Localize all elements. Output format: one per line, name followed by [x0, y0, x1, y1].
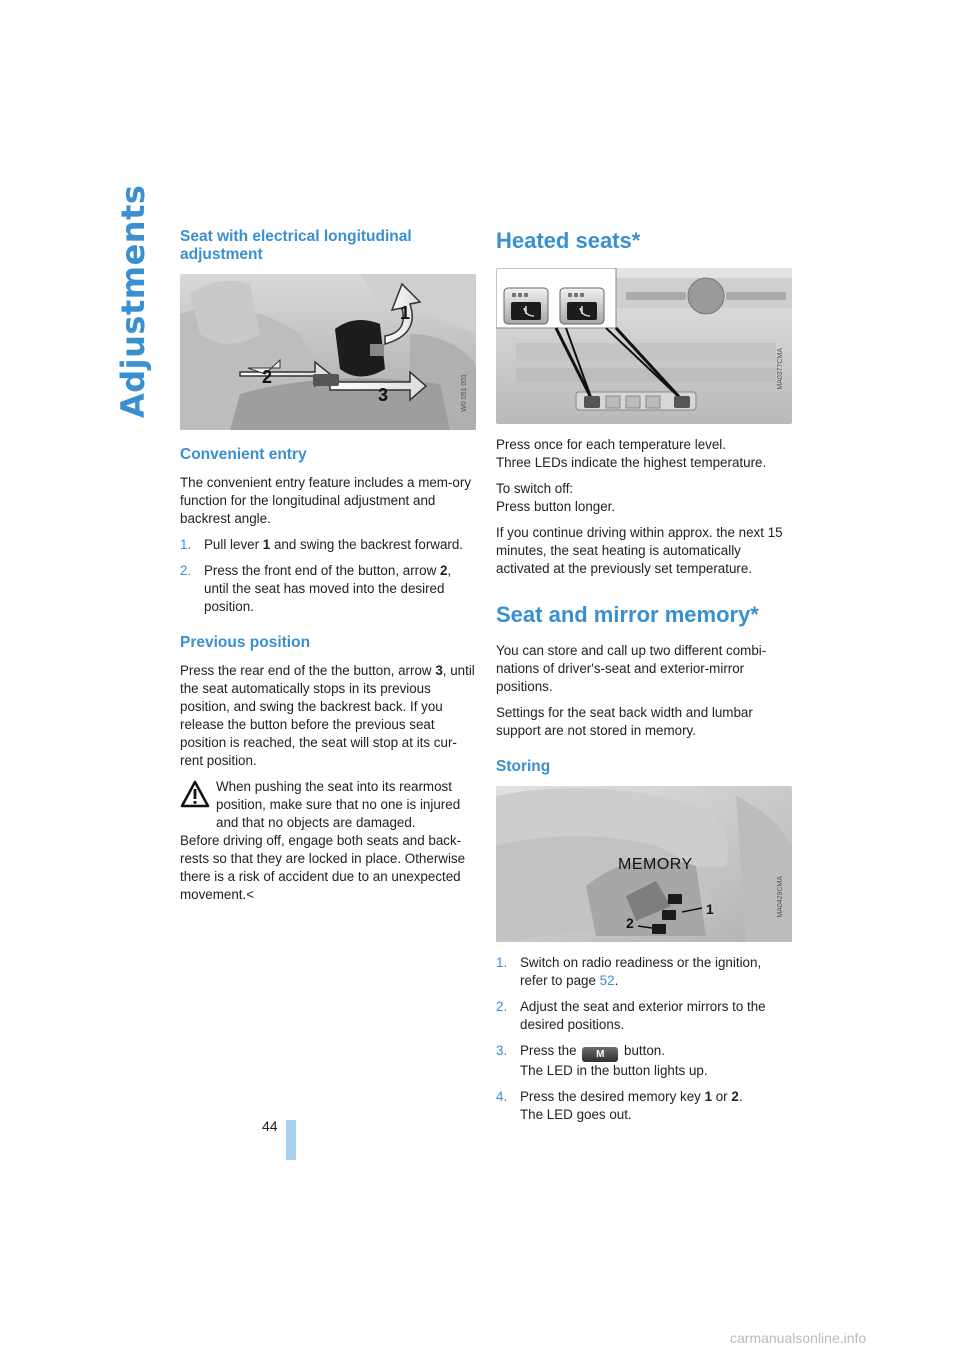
step-text: Adjust the seat and exterior mirrors to the desired positions. — [520, 999, 766, 1032]
list-item — [496, 998, 792, 1034]
section-title-vertical — [114, 184, 154, 428]
step-number: 1. — [496, 955, 508, 970]
warning-text-2: Before driving off, engage both seats and back-rests so that they are locked in place. Otherwise there is a risk of accident due to an unexpected movement.< — [180, 833, 466, 902]
storing-steps — [496, 954, 792, 1124]
switch-off-label: To switch off: — [496, 481, 574, 496]
heated-text-3: If you continue driving within approx. the next 15 minutes, the seat heating is automatically activated at the previously set temperature. — [496, 525, 783, 576]
left-column — [180, 228, 476, 912]
list-item — [496, 1088, 792, 1124]
fig3-label-2: 2 — [626, 915, 634, 931]
page-number: 44 — [262, 1118, 278, 1134]
memory-text-2: Settings for the seat back width and lumbar support are not stored in memory. — [496, 705, 753, 738]
heated-text-2: Three LEDs indicate the highest temperature. — [496, 455, 767, 470]
fig1-code: W0 051 001 — [461, 374, 468, 412]
step-number: 2. — [496, 999, 508, 1014]
list-item — [496, 954, 792, 990]
step-text: , until the seat has moved into the desired position. — [204, 563, 452, 614]
step-text: The LED in the button lights up. — [520, 1063, 708, 1078]
fig3-memory-label: MEMORY — [618, 856, 693, 873]
page-link[interactable]: 52 — [599, 973, 615, 988]
warning-text-1: When pushing the seat into its rearmost position, make sure that no one is injured and that no objects are damaged. — [216, 779, 461, 830]
page-number-bar — [286, 1120, 296, 1160]
step-bold: 2 — [439, 563, 448, 578]
step-text: Press the desired memory key — [520, 1089, 705, 1104]
step-text: button. — [620, 1043, 665, 1058]
warning-triangle-icon — [180, 780, 210, 808]
heading-heated-seats: Heated seats* — [496, 228, 641, 253]
fig2-code: MA0377CMA — [777, 348, 784, 390]
previous-bold: 3 — [435, 663, 443, 678]
convenient-entry-steps — [180, 536, 476, 616]
right-column — [496, 228, 792, 1132]
figure-seat-adjustment — [180, 274, 476, 430]
fig1-label-2: 2 — [262, 367, 273, 387]
figure-memory-buttons — [496, 786, 792, 942]
previous-text-a: Press the rear end of the the button, arrow — [180, 663, 436, 678]
heading-electrical-adjustment: Seat with electrical longitudinal adjustment — [180, 228, 412, 263]
heading-convenient-entry: Convenient entry — [180, 446, 307, 463]
previous-position-text — [180, 662, 476, 770]
previous-text-b: , until the seat automatically stops in its previous position, and swing the backrest back. If you release the button before the previous seat position is reached, the seat will stop at its cur-rent position. — [180, 663, 475, 768]
seat-lever-illustration — [180, 274, 476, 430]
step-text: Switch on radio readiness or the ignition, refer to page — [520, 955, 762, 988]
step-number: 1. — [180, 537, 192, 552]
step-bold: 1 — [704, 1089, 713, 1104]
fig3-label-1: 1 — [706, 901, 714, 917]
warning-block — [180, 778, 476, 904]
heading-storing: Storing — [496, 758, 551, 775]
step-text: or — [712, 1089, 732, 1104]
step-number: 3. — [496, 1043, 508, 1058]
heated-text-1 — [496, 436, 792, 454]
step-number: 4. — [496, 1089, 508, 1104]
step-text: Pull lever — [204, 537, 263, 552]
step-text: Press the front end of the button, arrow — [204, 563, 440, 578]
step-text: Press the — [520, 1043, 581, 1058]
memory-text-1: You can store and call up two different combi-nations of driver's-seat and exterior-mirror positions. — [496, 643, 767, 694]
heading-seat-mirror-memory: Seat and mirror memory* — [496, 602, 759, 627]
step-bold: 1 — [262, 537, 271, 552]
fig1-label-1: 1 — [400, 303, 411, 323]
convenient-entry-text: The convenient entry feature includes a mem-ory function for the longitudinal adjustment and backrest angle. — [180, 475, 472, 526]
step-bold: 2 — [731, 1089, 739, 1104]
list-item — [496, 1042, 792, 1080]
figure-heated-seats — [496, 268, 792, 424]
section-title-text: Adjustments — [114, 184, 152, 418]
switch-off-text: Press button longer. — [496, 499, 616, 514]
heated-line-1: Press once for each temperature level. — [496, 437, 726, 452]
step-text: and swing the backrest forward. — [270, 537, 464, 552]
step-text: . — [614, 973, 619, 988]
heated-seat-buttons-illustration — [496, 268, 792, 424]
memory-m-button-icon: M — [582, 1047, 618, 1062]
fig3-code: MA0429CMA — [777, 876, 784, 918]
heading-previous-position: Previous position — [180, 634, 311, 651]
list-item — [180, 536, 476, 554]
fig1-label-3: 3 — [378, 385, 389, 405]
site-watermark: carmanualsonline.info — [730, 1330, 867, 1346]
step-number: 2. — [180, 563, 192, 578]
step-text: . — [738, 1089, 743, 1104]
step-text: The LED goes out. — [520, 1107, 632, 1122]
list-item — [180, 562, 476, 616]
